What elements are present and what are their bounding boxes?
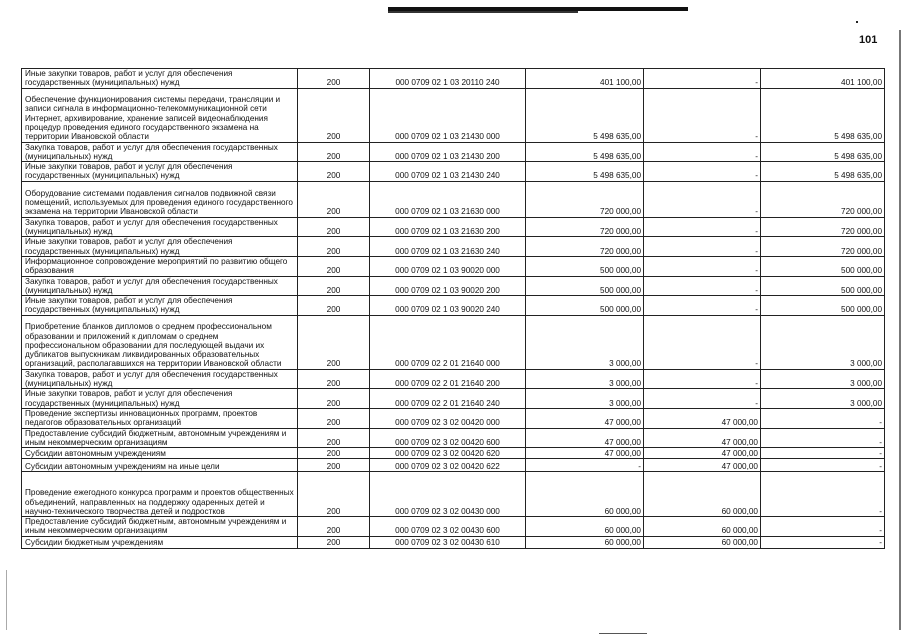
row-code: 200 bbox=[298, 369, 370, 389]
row-kbk: 000 0709 02 1 03 90020 240 bbox=[370, 296, 526, 316]
table-row bbox=[22, 536, 885, 548]
row-name: Субсидии автономным учреждениям на иные цели bbox=[22, 459, 298, 472]
row-federal: 47 000,00 bbox=[644, 448, 761, 459]
row-federal: 47 000,00 bbox=[644, 408, 761, 428]
bottom-mark bbox=[599, 633, 647, 634]
budget-table-body bbox=[22, 69, 885, 549]
row-federal: - bbox=[644, 162, 761, 182]
table-row bbox=[22, 276, 885, 296]
row-regional: 500 000,00 bbox=[761, 256, 885, 276]
row-federal: - bbox=[644, 369, 761, 389]
budget-table bbox=[21, 68, 885, 549]
row-federal: - bbox=[644, 237, 761, 257]
row-kbk: 000 0709 02 1 03 21630 200 bbox=[370, 217, 526, 237]
row-name: Иные закупки товаров, работ и услуг для обеспечения государственных (муниципальных) нужд bbox=[22, 389, 298, 409]
row-regional: 5 498 635,00 bbox=[761, 162, 885, 182]
row-kbk: 000 0709 02 1 03 21430 240 bbox=[370, 162, 526, 182]
row-total: 60 000,00 bbox=[526, 536, 644, 548]
table-row bbox=[22, 296, 885, 316]
row-total: 5 498 635,00 bbox=[526, 88, 644, 142]
row-regional: - bbox=[761, 517, 885, 537]
row-kbk: 000 0709 02 3 02 00420 622 bbox=[370, 459, 526, 472]
row-regional: 720 000,00 bbox=[761, 237, 885, 257]
row-total: 500 000,00 bbox=[526, 276, 644, 296]
row-regional: - bbox=[761, 408, 885, 428]
row-code: 200 bbox=[298, 162, 370, 182]
row-code: 200 bbox=[298, 256, 370, 276]
row-code: 200 bbox=[298, 217, 370, 237]
row-total: 3 000,00 bbox=[526, 369, 644, 389]
row-federal: 47 000,00 bbox=[644, 459, 761, 472]
row-federal: - bbox=[644, 88, 761, 142]
row-total: 720 000,00 bbox=[526, 181, 644, 217]
table-row bbox=[22, 459, 885, 472]
row-regional: 3 000,00 bbox=[761, 315, 885, 369]
table-row bbox=[22, 142, 885, 162]
row-name: Оборудование системами подавления сигналов подвижной связи помещений, используемых для проведения единого государственного экзамена на территории Ивановской области bbox=[22, 181, 298, 217]
row-name: Приобретение бланков дипломов о среднем профессиональном образовании и приложений к дипломам о среднем профессиональном образовании для последующей выдачи их дубликатов выпускникам ликвидированных образовательных организаций, располагавшихся на территории Ивановской области bbox=[22, 315, 298, 369]
row-regional: - bbox=[761, 472, 885, 517]
row-regional: 3 000,00 bbox=[761, 369, 885, 389]
row-name: Закупка товаров, работ и услуг для обеспечения государственных (муниципальных) нужд bbox=[22, 276, 298, 296]
row-total: - bbox=[526, 459, 644, 472]
row-federal: 60 000,00 bbox=[644, 536, 761, 548]
row-total: 720 000,00 bbox=[526, 237, 644, 257]
row-name: Иные закупки товаров, работ и услуг для обеспечения государственных (муниципальных) нужд bbox=[22, 69, 298, 89]
row-total: 5 498 635,00 bbox=[526, 162, 644, 182]
row-total: 3 000,00 bbox=[526, 315, 644, 369]
row-name: Иные закупки товаров, работ и услуг для обеспечения государственных (муниципальных) нужд bbox=[22, 162, 298, 182]
row-regional: 401 100,00 bbox=[761, 69, 885, 89]
row-regional: - bbox=[761, 448, 885, 459]
row-code: 200 bbox=[298, 389, 370, 409]
row-regional: 5 498 635,00 bbox=[761, 88, 885, 142]
row-kbk: 000 0709 02 3 02 00420 620 bbox=[370, 448, 526, 459]
row-name: Информационное сопровождение мероприятий по развитию общего образования bbox=[22, 256, 298, 276]
row-code: 200 bbox=[298, 237, 370, 257]
row-total: 500 000,00 bbox=[526, 296, 644, 316]
row-total: 47 000,00 bbox=[526, 408, 644, 428]
table-row bbox=[22, 88, 885, 142]
table-row bbox=[22, 389, 885, 409]
row-federal: - bbox=[644, 217, 761, 237]
row-regional: 500 000,00 bbox=[761, 296, 885, 316]
row-name: Обеспечение функционирования системы передачи, трансляции и записи сигнала в информационно-телекоммуникационной сети Интернет, архивирование, хранение записей видеонаблюдения процедур проведения единого государственного экзамена на территории Ивановской области bbox=[22, 88, 298, 142]
row-federal: 60 000,00 bbox=[644, 472, 761, 517]
row-regional: 5 498 635,00 bbox=[761, 142, 885, 162]
row-name: Субсидии автономным учреждениям bbox=[22, 448, 298, 459]
table-row bbox=[22, 217, 885, 237]
table-row bbox=[22, 472, 885, 517]
row-code: 200 bbox=[298, 296, 370, 316]
row-code: 200 bbox=[298, 142, 370, 162]
row-federal: - bbox=[644, 256, 761, 276]
row-federal: - bbox=[644, 315, 761, 369]
table-row bbox=[22, 408, 885, 428]
row-total: 3 000,00 bbox=[526, 389, 644, 409]
row-regional: - bbox=[761, 459, 885, 472]
row-federal: - bbox=[644, 389, 761, 409]
row-kbk: 000 0709 02 3 02 00420 000 bbox=[370, 408, 526, 428]
row-name: Субсидии бюджетным учреждениям bbox=[22, 536, 298, 548]
left-margin-mark bbox=[6, 570, 7, 630]
scan-dot bbox=[856, 21, 858, 23]
row-code: 200 bbox=[298, 408, 370, 428]
row-federal: - bbox=[644, 181, 761, 217]
table-row bbox=[22, 448, 885, 459]
row-name: Предоставление субсидий бюджетным, автономным учреждениям и иным некоммерческим организациям bbox=[22, 517, 298, 537]
row-regional: - bbox=[761, 428, 885, 448]
row-kbk: 000 0709 02 2 01 21640 000 bbox=[370, 315, 526, 369]
row-regional: 500 000,00 bbox=[761, 276, 885, 296]
top-scan-bar-underline bbox=[388, 11, 578, 13]
row-kbk: 000 0709 02 3 02 00430 600 bbox=[370, 517, 526, 537]
row-federal: 47 000,00 bbox=[644, 428, 761, 448]
row-regional: 3 000,00 bbox=[761, 389, 885, 409]
row-code: 200 bbox=[298, 69, 370, 89]
table-row bbox=[22, 256, 885, 276]
row-name: Закупка товаров, работ и услуг для обеспечения государственных (муниципальных) нужд bbox=[22, 369, 298, 389]
row-kbk: 000 0709 02 1 03 21430 200 bbox=[370, 142, 526, 162]
row-code: 200 bbox=[298, 448, 370, 459]
row-name: Закупка товаров, работ и услуг для обеспечения государственных (муниципальных) нужд bbox=[22, 217, 298, 237]
row-federal: 60 000,00 bbox=[644, 517, 761, 537]
row-name: Проведение ежегодного конкурса программ и проектов общественных объединений, направленных на поддержку одаренных детей и научно-технического творчества детей и подростков bbox=[22, 472, 298, 517]
row-kbk: 000 0709 02 3 02 00420 600 bbox=[370, 428, 526, 448]
row-kbk: 000 0709 02 2 01 21640 240 bbox=[370, 389, 526, 409]
row-total: 60 000,00 bbox=[526, 517, 644, 537]
row-total: 401 100,00 bbox=[526, 69, 644, 89]
row-kbk: 000 0709 02 3 02 00430 000 bbox=[370, 472, 526, 517]
row-kbk: 000 0709 02 1 03 90020 200 bbox=[370, 276, 526, 296]
table-row bbox=[22, 162, 885, 182]
row-code: 200 bbox=[298, 181, 370, 217]
row-code: 200 bbox=[298, 276, 370, 296]
row-kbk: 000 0709 02 1 03 21630 240 bbox=[370, 237, 526, 257]
row-total: 720 000,00 bbox=[526, 217, 644, 237]
table-row bbox=[22, 315, 885, 369]
table-row bbox=[22, 428, 885, 448]
table-row bbox=[22, 369, 885, 389]
row-total: 47 000,00 bbox=[526, 448, 644, 459]
row-code: 200 bbox=[298, 472, 370, 517]
page-number: 101 bbox=[859, 34, 878, 46]
row-name: Иные закупки товаров, работ и услуг для обеспечения государственных (муниципальных) нужд bbox=[22, 296, 298, 316]
row-federal: - bbox=[644, 142, 761, 162]
row-total: 60 000,00 bbox=[526, 472, 644, 517]
table-row bbox=[22, 237, 885, 257]
row-name: Закупка товаров, работ и услуг для обеспечения государственных (муниципальных) нужд bbox=[22, 142, 298, 162]
table-row bbox=[22, 517, 885, 537]
row-kbk: 000 0709 02 3 02 00430 610 bbox=[370, 536, 526, 548]
row-code: 200 bbox=[298, 315, 370, 369]
row-regional: 720 000,00 bbox=[761, 217, 885, 237]
row-code: 200 bbox=[298, 536, 370, 548]
row-kbk: 000 0709 02 1 03 21430 000 bbox=[370, 88, 526, 142]
row-regional: 720 000,00 bbox=[761, 181, 885, 217]
row-kbk: 000 0709 02 1 03 90020 000 bbox=[370, 256, 526, 276]
row-federal: - bbox=[644, 276, 761, 296]
row-code: 200 bbox=[298, 459, 370, 472]
row-kbk: 000 0709 02 2 01 21640 200 bbox=[370, 369, 526, 389]
row-total: 500 000,00 bbox=[526, 256, 644, 276]
table-row bbox=[22, 69, 885, 89]
row-code: 200 bbox=[298, 428, 370, 448]
row-federal: - bbox=[644, 296, 761, 316]
row-name: Проведение экспертизы инновационных программ, проектов педагогов образовательных организаций bbox=[22, 408, 298, 428]
row-federal: - bbox=[644, 69, 761, 89]
row-kbk: 000 0709 02 1 03 20110 240 bbox=[370, 69, 526, 89]
row-code: 200 bbox=[298, 517, 370, 537]
row-total: 47 000,00 bbox=[526, 428, 644, 448]
row-total: 5 498 635,00 bbox=[526, 142, 644, 162]
row-kbk: 000 0709 02 1 03 21630 000 bbox=[370, 181, 526, 217]
row-name: Предоставление субсидий бюджетным, автономным учреждениям и иным некоммерческим организациям bbox=[22, 428, 298, 448]
row-name: Иные закупки товаров, работ и услуг для обеспечения государственных (муниципальных) нужд bbox=[22, 237, 298, 257]
right-margin-rule bbox=[899, 30, 901, 630]
row-code: 200 bbox=[298, 88, 370, 142]
table-row bbox=[22, 181, 885, 217]
row-regional: - bbox=[761, 536, 885, 548]
